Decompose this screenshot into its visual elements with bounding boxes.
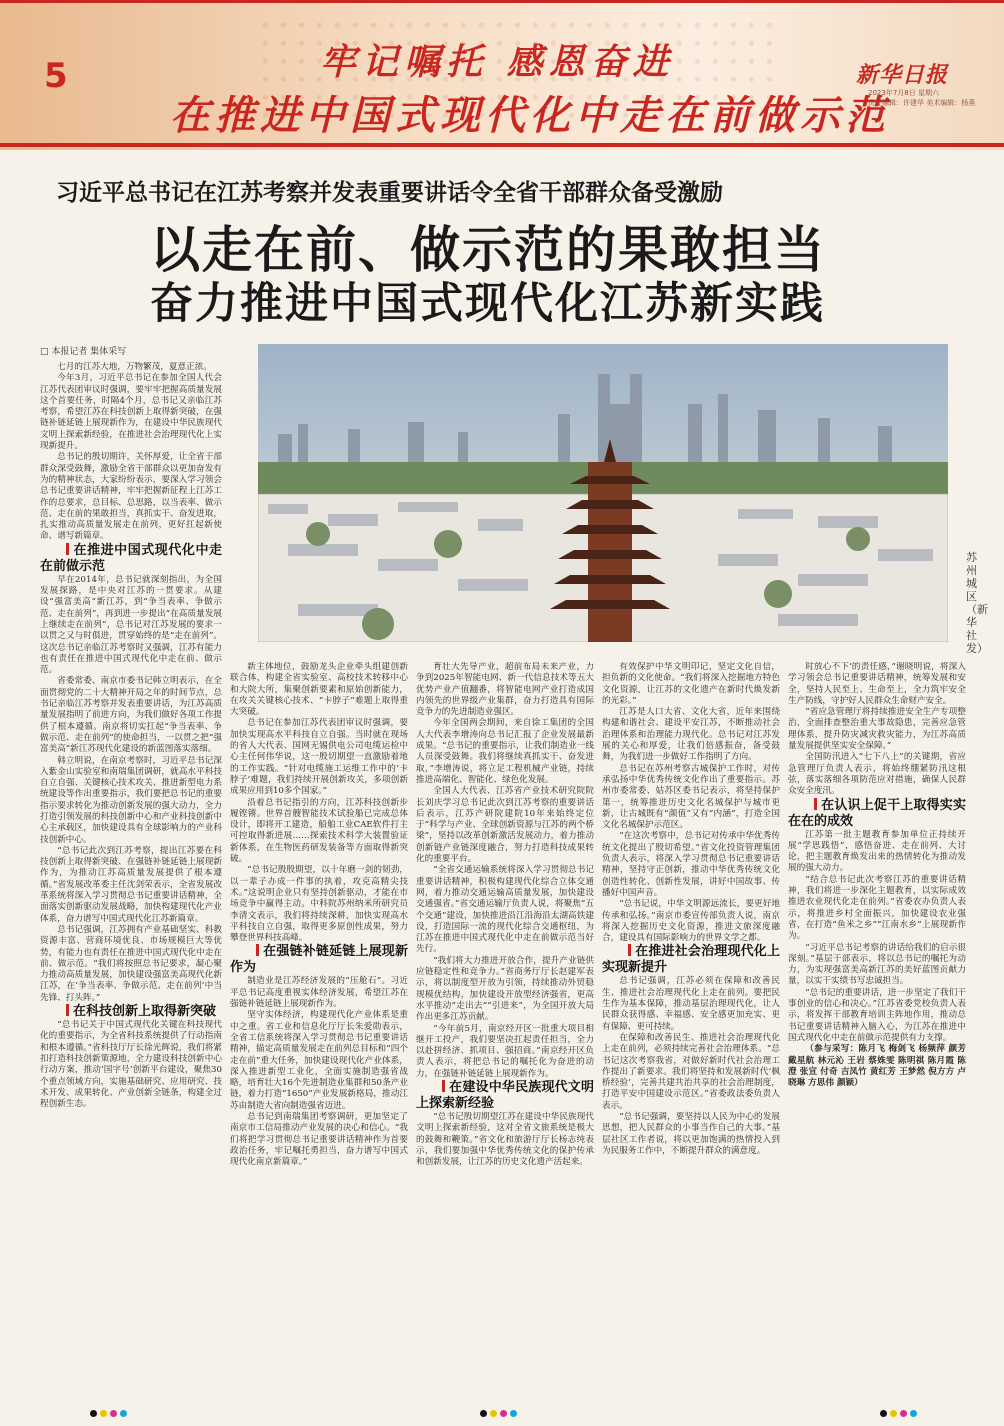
body-paragraph: 省委常委、南京市委书记韩立明表示，在全面贯彻党的二十大精神开局之年的时间节点，总书记亲临江苏考察并发表重要讲话，为江苏高质量发展指明了前进方向，为我们做好各项工作提供了根本遵循。南京将切实扛起“争当表率、争做示范、走在前列”的使命担当，一以贯之把“强富美高”新江苏现代化建设的新蓝图落实落细。 [40,676,222,755]
issue-editors: 责任编辑：许建华 美术编辑：杨燕 [868,99,976,107]
banner-slogan-line2: 在推进中国式现代化中走在前做示范 [170,92,890,139]
section-heading: 在推进社会治理现代化上实现新提升 [602,944,780,976]
body-paragraph: “习近平总书记考察的讲话给我们的启示很深刻。”基层干部表示，将以总书记的嘱托为动力，为实现强富美高新江苏的美好蓝图贡献力量，以实干实绩书写忠诚担当。 [788,942,966,987]
color-dots-right [880,1410,917,1417]
section-heading: 在认识上促干上取得实实在在的成效 [788,797,966,829]
body-paragraph: “我们将大力推进开放合作，提升产业链供应链稳定性和竞争力。”省商务厅厅长赵建军表示，将以制度型开放为引领，持续推动外贸稳规模优结构，加快建设开放型经济强省，更高水平推动“走出去”“引进来”，为全国开放大局作出更多江苏贡献。 [416,955,594,1023]
bottom-red-stripe [0,143,1004,147]
article-kicker: 习近平总书记在江苏考察并发表重要讲话令全省干部群众备受激励 [56,179,723,206]
article-column-5 [788,662,966,1397]
newspaper-name: 新华日报 [856,62,949,88]
section-heading: 在强链补链延链上展现新作为 [230,944,408,976]
city-photo [258,344,948,642]
reporter-credits: （参与采写：陈月飞 梅剑飞 杨频萍 颜芳 戴星航 林元沁 王岩 蔡姝雯 陈明祺 陈月霞 陈澄 张宣 付奇 吉凤竹 黄红芳 王梦然 倪方方 卢晓琳 方思伟 颜颖） [788,1044,966,1089]
body-paragraph: 制造业是江苏经济发展的“压舱石”。习近平总书记高度重视实体经济发展，希望江苏在强链补链延链上展现新作为。 [230,976,408,1010]
article-column-2 [230,662,408,1397]
article-byline: □ 本报记者 集体采写 [40,347,127,357]
body-paragraph: 今年全国两会期间，来自徐工集团的全国人大代表李增涛向总书记汇报了企业发展最新成果。“总书记的重要指示，让我们制造业一线人员深受鼓舞。我们将继续真抓实干、奋发进取，”李增涛说，将立足工程机械产业链，持续推进高端化、智能化、绿色化发展。 [416,718,594,785]
body-paragraph: “今年前5月，南京经开区一批重大项目相继开工投产，我们要坚决扛起责任担当，全力以赴拼经济、抓项目、强招商。”南京经开区负责人表示，将把总书记的嘱托化为奋进的动力，在强链补链延链上展现新作为。 [416,1023,594,1079]
body-paragraph: “总书记说，中华文明源远流长，要更好地传承和弘扬。”南京市委宣传部负责人说，南京将深入挖掘历史文化资源，推进文旅深度融合，建设具有国际影响力的世界文学之都。 [602,899,780,944]
body-paragraph: “总书记关于中国式现代化关键在科技现代化的重要指示，为全省科技系统提供了行动指南和根本遵循。”省科技厅厅长徐光辉说，我们将紧扣打造科技创新策源地，全力建设科技创新中心行动方案，推动‘国字号’创新平台建设，聚焦30个重点领域方向，实施基础研究、应用研究、技术开发、成果转化、产业创新全链条，构建全过程创新生态。 [40,1020,222,1110]
body-paragraph: 全国人大代表、江苏省产业技术研究院院长刘庆学习总书记此次到江苏考察的重要讲话后表示，江苏产研院建院10年来始终定位于“科学与产业、全球创新资源与江苏的两个桥梁”，坚持以改革创新激活发展动力，着力推动创新链产业链深度融合，努力打造科技成果转化的重要平台。 [416,786,594,865]
body-paragraph: 韩立明说，在南京考察时，习近平总书记深入紫金山实验室和南瑞集团调研，就高水平科技自立自强、关键核心技术攻关、推进新型电力系统建设等作出重要指示，我们要把总书记的重要指示要求转化为推动创新发展的强大动力，全力打造引领发展的科技创新中心和产业科技创新中心主承载区，加快建设具有全球影响力的产业科技创新中心。 [40,755,222,845]
body-paragraph: “省应急管理厅将持续推进安全生产专项整治，全面排查整治重大事故隐患，完善应急管理体系，提升防灾减灾救灾能力，为江苏高质量发展提供坚实安全保障。” [788,707,966,752]
body-paragraph: 全国防汛进入“七下八上”的关键期，省应急管理厅负责人表示，将始终绷紧防汛这根弦，落实落细各项防范应对措施，确保人民群众安全度汛。 [788,752,966,797]
banner-slogan-line1: 牢记嘱托 感恩奋进 [320,41,675,83]
top-red-stripe [0,0,1004,3]
body-paragraph: 坚守实体经济，构建现代化产业体系是重中之重。省工业和信息化厅厅长朱爱勋表示，全省工信系统将深入学习贯彻总书记重要讲话精神，锚定高质量发展走在前列总目标和“四个走在前”重大任务，加快建设现代化产业体系，深入推进新型工业化，全面实施制造强省战略，培育壮大16个先进制造业集群和50条产业链，着力打造“1650”产业发展新格局，推动江苏由制造大省向制造强省迈进。 [230,1010,408,1111]
body-paragraph: 时放心不下‘的责任感，”谢晓明说，将深入学习领会总书记重要讲话精神，统筹发展和安全，坚持人民至上、生命至上，全力筑牢安全生产防线，守护好人民群众生命财产安全。 [788,662,966,706]
body-paragraph: 总书记的殷切期许，关怀厚爱，让全省干部群众深受鼓舞，激励全省干部群众以更加奋发有为的精神状态，大家纷纷表示，要深入学习领会总书记重要讲话精神，牢牢把握新征程上江苏工作的总要求，总目标、总思路，以当表率、做示范、走在前的果敢担当，真抓实干、奋发进取，扎实推动高质量发展走在前列，更好扛起新使命、谱写新篇章。 [40,452,222,542]
print-registration-marks [0,1402,1004,1426]
body-paragraph: “总书记殷切期望江苏在建设中华民族现代文明上探索新经验，这对全省文旅系统是极大的鼓舞和鞭策。”省文化和旅游厅厅长杨志纯表示，我们要加强中华优秀传统文化的保护传承和创新发展，让江苏的历史文化遗产活起来。 [416,1111,594,1168]
body-paragraph: “总书记此次到江苏考察，提出江苏要在科技创新上取得新突破、在强链补链延链上展现新作为，为推动江苏高质量发展提供了根本遵循。”省发展改革委主任沈剑荣表示，全省发展改革系统将深入学习贯彻总书记重要讲话精神，全面落实创新驱动发展战略，加快构建现代化产业体系，奋力谱写中国式现代化江苏新篇章。 [40,845,222,924]
body-paragraph: “总书记的重要讲话，进一步坚定了我们干事创业的信心和决心。”江苏省委党校负责人表示，将发挥干部教育培训主阵地作用，推动总书记重要讲话精神入脑入心，为江苏在推进中国式现代化中走在前做示范提供有力支撑。 [788,987,966,1043]
article-column-1 [40,362,222,1397]
section-heading: 在建设中华民族现代文明上探索新经验 [416,1079,594,1111]
body-paragraph: 沿着总书记指引的方向，江苏科技创新步履铿锵。世界首艘智能技术试验船已完成总体设计，即将开工建造，船舶工业CAE软件打主可控取得新进展……探索技术科学大装置验证新体系，在生物医药研发装备等方面取得新突破。 [230,797,408,865]
issue-date: 2023年7月8日 星期六 [868,89,939,97]
body-paragraph: “结合总书记此次考察江苏的重要讲话精神，我们将进一步深化主题教育，以实际成效推进农业现代化走在前列。”省委农办负责人表示，将推进乡村全面振兴，加快建设农业强省，在打造“鱼米之乡”“江南水乡”上展现新作为。 [788,874,966,942]
section-heading: 在科技创新上取得新突破 [40,1004,222,1020]
body-paragraph: 总书记在苏州考察古城保护工作时，对传承弘扬中华优秀传统文化作出了重要指示。苏州市委常委、姑苏区委书记表示，将坚持保护第一，统筹推进历史文化名城保护与城市更新，让古城既有“颜值”又有“内涵”，打造全国文化名城保护示范区。 [602,763,780,831]
color-dots-center [480,1410,517,1417]
body-paragraph: 今年3月，习近平总书记在参加全国人代会江苏代表团审议时强调，要牢牢把握高质量发展这个首要任务，时隔4个月，总书记又亲临江苏考察，希望江苏在科技创新上取得新突破，在强链补链延链上展现新作为，在建设中华民族现代文明上探索新经验，在推进社会治理现代化上实现新提升。 [40,373,222,452]
body-paragraph: 七月的江苏大地，万物繁茂，夏意正浓。 [57,362,212,372]
page-number: 5 [44,56,68,96]
body-paragraph: “总书记强调，要坚持以人民为中心的发展思想，把人民群众的小事当作自己的大事。”基层社区工作者说，将以更加饱满的热情投入到为民服务工作中，不断提升群众的满意度。 [602,1111,780,1156]
body-paragraph: 新主体地位，鼓励龙头企业牵头组建创新联合体，构建全省实验室、高校技术转移中心和大院大所，集聚创新要素和原始创新能力，在攻关关键核心技术、“卡脖子”难题上取得重大突破。 [230,662,408,718]
body-paragraph: 育壮大先导产业，超前布局未来产业，力争到2025年智能电网、新一代信息技术等五大优势产业产值翻番，将智能电网产业打造成国内领先的世界级产业集群，奋力打造具有国际竞争力的先进制造业强区。 [416,662,594,718]
body-paragraph: “全省交通运输系统将深入学习贯彻总书记重要讲话精神，积极构建现代化综合立体交通网，着力推动交通运输高质量发展，加快建设交通强省。”省交通运输厅负责人说，将聚焦“五个交通”建设，加快推进沿江沿海沿太湖高铁建设，打造国际一流的现代化综合交通枢纽，为江苏在推进中国式现代化中走在前做示范当好先行。 [416,865,594,955]
body-paragraph: “总书记殷殷期望，以十年磨一剑的韧劲，以一辈子办成一件事的执着，攻克高精尖技术。”这说明企业只有坚持创新驱动，才能在市场竞争中赢得主动。中科院苏州纳米所研究员李清文表示，我们将持续深耕，加快实现高水平科技自立自强，取得更多原创性成果，努力攀登世界科技高峰。 [230,865,408,944]
body-paragraph: 早在2014年，总书记就深刻指出，为全国发展探路，是中央对江苏的一贯要求。从建设“强富美高”新江苏，到“争当表率、争做示范、走在前列”，再到进一步提出“在高质量发展上继续走在前列”，总书记对江苏发展的要求一以贯之又与时俱进，贯穿始终的是“走在前列”。这次总书记亲临江苏考察时又强调，江苏有能力也有责任在推进中国式现代化中走在前、做示范。 [40,574,222,676]
color-dots-left [90,1410,127,1417]
photo-caption: 苏州城区（新华社发） [966,551,988,655]
body-paragraph: 总书记到南瑞集团考察调研，更加坚定了南京市工信局推动产业发展的决心和信心。“我们将把学习贯彻总书记重要讲话精神作为首要政治任务，牢记嘱托勇担当，奋力谱写中国式现代化南京新篇章。” [230,1111,408,1168]
article-column-4 [602,662,780,1397]
body-paragraph: 江苏是人口大省、文化大省，近年来围绕构建和谐社会、建设平安江苏，不断推动社会治理体系和治理能力现代化。总书记对江苏发展的关心和厚爱，让我们倍感振奋，备受鼓舞，为我们进一步做好工作指明了方向。 [602,707,780,763]
article-title-line2: 奋力推进中国式现代化江苏新实践 [150,279,825,329]
suzhou-skyline-illustration [258,344,948,642]
body-paragraph: 江苏第一批主题教育参加单位正持续开展“学思践悟”，感悟奋进、走在前列、大讨论，把主题教育焕发出来的热情转化为推动发展的强大动力。 [788,829,966,874]
body-paragraph: 总书记强调，江苏拥有产业基础坚实、科教资源丰富、营商环境优良、市场规模巨大等优势，有能力也有责任在推进中国式现代化中走在前、做示范。“我们将按照总书记要求，凝心聚力推动高质量发展，加快建设强富美高现代化新江苏，在‘争当表率、争做示范、走在前列’中当先锋、打头阵。” [40,924,222,1003]
article-title-line1: 以走在前、做示范的果敢担当 [150,220,826,279]
section-heading: 在推进中国式现代化中走在前做示范 [40,542,222,574]
article-column-3 [416,662,594,1397]
body-paragraph: 总书记强调，江苏必须在保障和改善民生、推进社会治理现代化上走在前列。要把民生作为基本保障，推动基层治理现代化，让人民群众获得感、幸福感、安全感更加充实、更有保障、更可持续。 [602,976,780,1032]
body-paragraph: 在保障和改善民生、推进社会治理现代化上走在前列，必须持续完善社会治理体系。“总书记这次考察我省，对做好新时代社会治理工作提出了新要求。我们将坚持和发展新时代‘枫桥经验’，完善共建共治共享的社会治理制度，打造平安中国建设示范区。”省委政法委负责人表示。 [602,1032,780,1111]
issue-meta [868,88,998,108]
body-paragraph: 有效保护中华文明印记，坚定文化自信，担负新的文化使命。“我们将深入挖掘地方特色文化资源，让江苏的文化遗产在新时代焕发新的光彩。” [602,662,780,706]
page-banner [0,0,1004,150]
body-paragraph: “在这次考察中，总书记对传承中华优秀传统文化提出了殷切希望。”省文化投资管理集团负责人表示，将深入学习贯彻总书记重要讲话精神，坚持守正创新，推动中华优秀传统文化创造性转化、创新性发展，讲好中国故事、传播好中国声音。 [602,831,780,898]
body-paragraph: 总书记在参加江苏代表团审议时强调，要加快实现高水平科技自立自强。当时就在现场的省人大代表、国网无锡供电公司电缆运检中心主任何伟华说，这一殷切期望一直激励着地的工作实践。“针对电缆施工运维工作中的‘卡脖子’难题，我们持续开展创新攻关，多项创新成果应用到10多个国家。” [230,718,408,797]
